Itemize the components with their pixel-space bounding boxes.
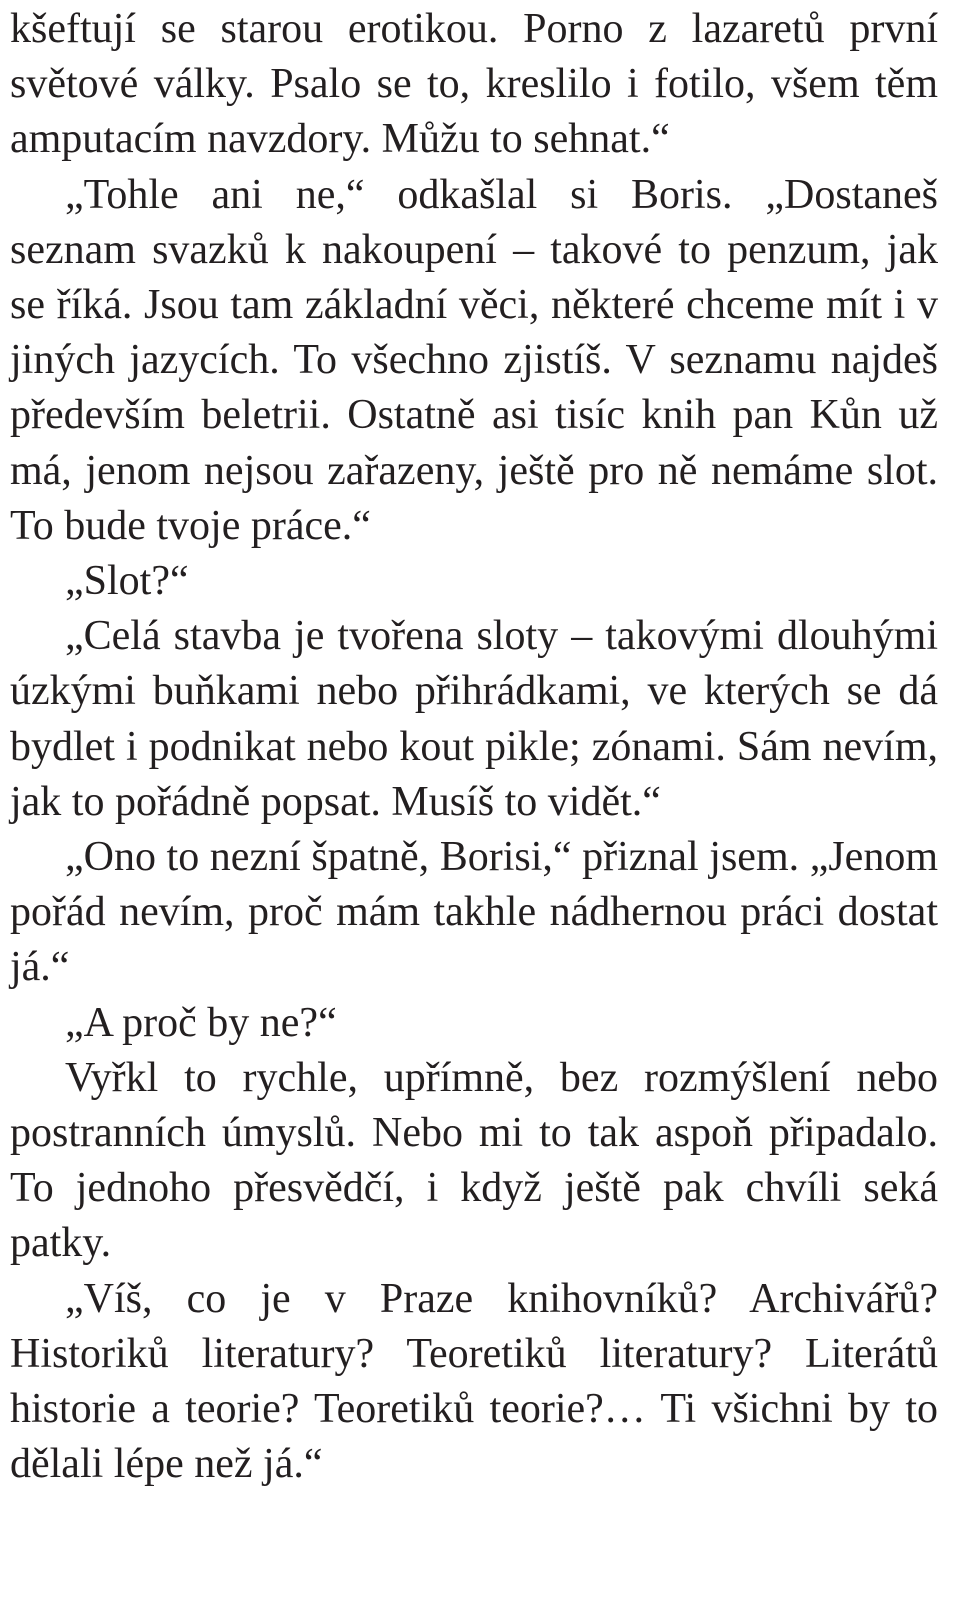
- paragraph-7: Vyřkl to rychle, upřímně, bez rozmýšlení nebo postranních úmyslů. Nebo mi to tak aspoň připadalo. To jednoho přesvědčí, i když ještě pak chvíli seká patky.: [10, 1054, 938, 1267]
- paragraph-5: „Ono to nezní špatně, Borisi,“ přiznal jsem. „Jenom pořád nevím, proč mám takhle nádhernou práci dostat já.“: [10, 834, 938, 991]
- paragraph-8: „Víš, co je v Praze knihovníků? Archivářů? Historiků literatury? Teoretiků literatury? Literátů historie a teorie? Teoretiků teorie?… Ti všichni by to dělali lépe než já.“: [10, 1275, 938, 1488]
- paragraph-2: „Tohle ani ne,“ odkašlal si Boris. „Dostaneš seznam svazků k nakoupení – takové to penzum, jak se říká. Jsou tam základní věci, některé chceme mít i v jiných jazycích. To všechno zjistíš. V seznamu najdeš především beletrii. Ostatně asi tisíc knih pan Kůn už má, jenom nejsou zařazeny, ještě pro ně nemáme slot. To bude tvoje práce.“: [10, 171, 938, 549]
- paragraph-6: „A proč by ne?“: [65, 999, 337, 1046]
- paragraph-4: „Celá stavba je tvořena sloty – takovými dlouhými úzkými buňkami nebo přihrádkami, ve kterých se dá bydlet i podnikat nebo kout pikle; zónami. Sám nevím, jak to pořádně popsat. Musíš to vidět.“: [10, 613, 938, 825]
- paragraph-3: „Slot?“: [65, 558, 189, 605]
- paragraph-1: kšeftují se starou erotikou. Porno z lazaretů první světové války. Psalo se to, kreslilo i fotilo, všem těm amputacím navzdory. Můžu to sehnat.“: [10, 6, 938, 163]
